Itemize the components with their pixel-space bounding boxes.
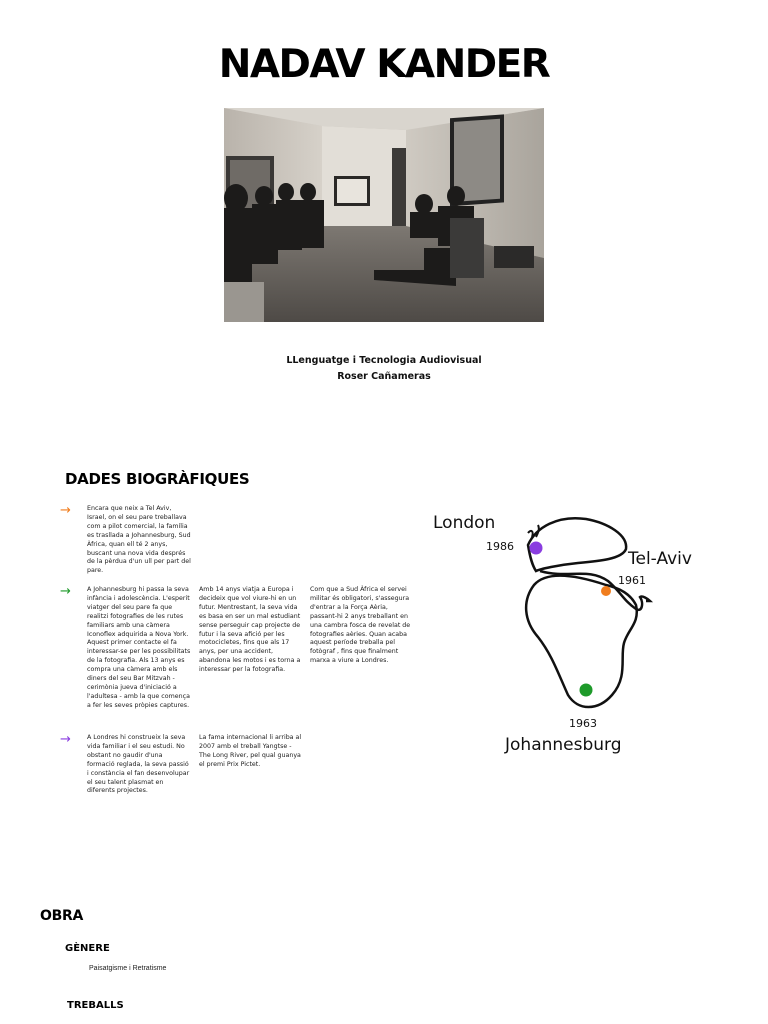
year-label-london: 1986 — [486, 540, 514, 553]
bio-paragraph: Amb 14 anys viatja a Europa i decideix que vol viure-hi en un futur. Mentrestant, la seva vida es basa en ser un mal estudiant sense perseguir cap projecte de futur i la seva afició per les motocicletes, fins que als 17 anys, per una accident, abandona les motos i es torna a interessar per la fotografia. — [199, 586, 301, 674]
arrow-icon: → — [60, 732, 71, 747]
map-outline — [428, 505, 718, 770]
marker-johannesburg — [580, 684, 593, 697]
author-name: Roser Cañameras — [337, 371, 431, 382]
photo-talk-event — [224, 108, 544, 322]
marker-tel-aviv — [601, 586, 611, 596]
life-map — [428, 505, 718, 770]
bio-paragraph: A Johannesburg hi passa la seva infància i adolescència. L'esperit viatger del seu pare fa que realitzi fotografies de les rutes familiars amb una càmera Iconoflex adquirida a Nova York. Aquest primer contacte el fa interessar-se per les possibilitats de la fotografia. Als 13 anys es compra una càmera amb els diners del seu Bar Mitzvah - cerimònia jueva d'iniciació a l'adultesa - amb la que comença a fer les seves pròpies captures. — [87, 586, 191, 709]
arrow-icon: → — [60, 503, 71, 518]
city-label-johannesburg: Johannesburg — [505, 735, 622, 755]
year-label-tel-aviv: 1961 — [618, 574, 646, 587]
subheading-genere: GÈNERE — [65, 943, 110, 954]
subheading-treballs: TREBALLS — [67, 1000, 124, 1011]
photo-illustration — [224, 108, 544, 322]
section-heading-obra: OBRA — [40, 908, 83, 924]
marker-london — [530, 542, 543, 555]
city-label-tel-aviv: Tel-Aviv — [628, 549, 692, 569]
bio-paragraph: La fama internacional li arriba al 2007 amb el treball Yangtse - The Long River, pel qual guanya el premi Prix Pictet. — [199, 734, 302, 768]
year-label-johannesburg: 1963 — [569, 717, 597, 730]
bio-paragraph: Encara que neix a Tel Aviv, Israel, on el seu pare treballava com a pilot comercial, la família es trasllada a Johannesburg, Sud Àfrica, quan ell té 2 anys, buscant una nova vida després de la pèrdua d'un ull per part del pare. — [87, 505, 191, 575]
bio-paragraph: Com que a Sud Àfrica el servei militar és obligatori, s'assegura d'entrar a la Força Aèria, passant-hi 2 anys treballant en una cambra fosca de revelat de fotografies aèries. Quan acaba aquest període treballa pel fotògraf , fins que finalment marxa a viure a Londres. — [310, 586, 411, 665]
arrow-icon: → — [60, 584, 71, 599]
city-label-london: London — [433, 513, 496, 533]
section-heading-bio: DADES BIOGRÀFIQUES — [65, 470, 250, 488]
page-title: NADAV KANDER — [218, 42, 550, 87]
bio-paragraph: A Londres hi construeix la seva vida familiar i el seu estudi. No obstant no gaudir d'una formació reglada, la seva passió i constància el fan desenvolupar el seu talent plasmat en diferents projectes. — [87, 734, 190, 795]
subtitle — [0, 353, 768, 385]
genere-text: Paisatgisme i Retratisme — [89, 965, 167, 972]
course-name: LLenguatge i Tecnologia Audiovisual — [286, 355, 482, 366]
